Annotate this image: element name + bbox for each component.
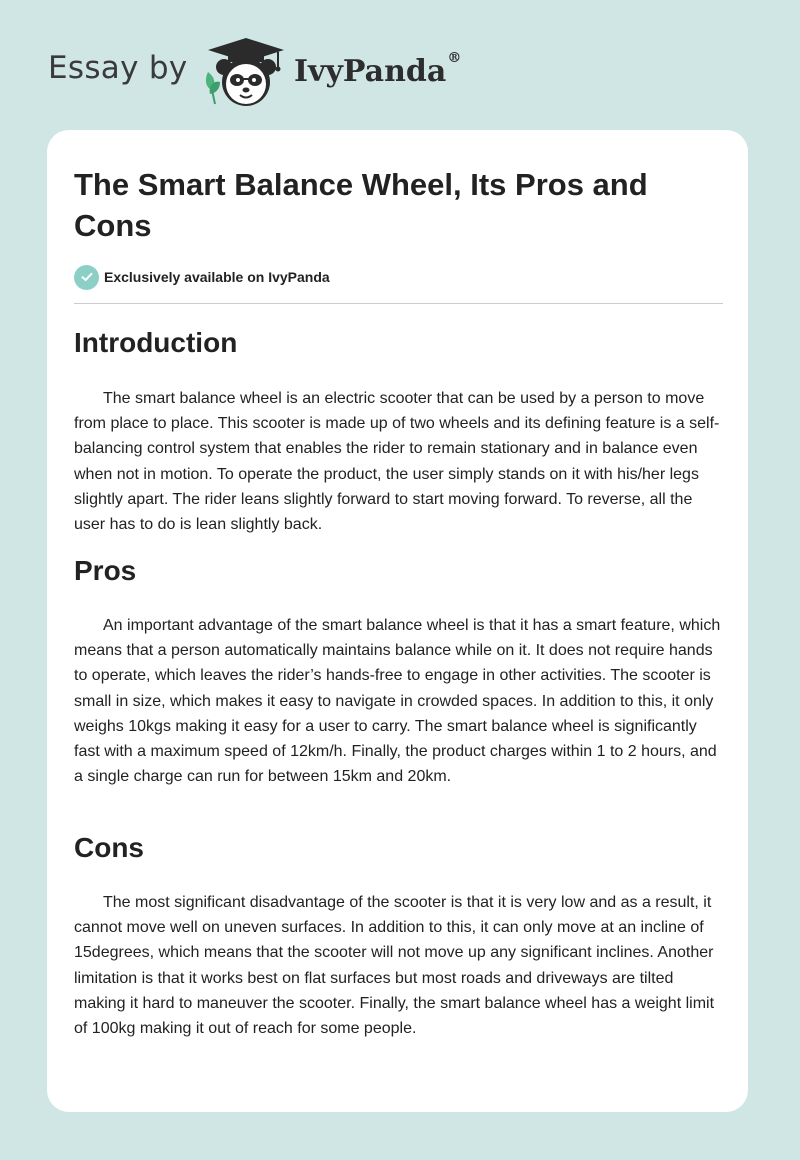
site-header [0,0,800,130]
section-heading-introduction: Introduction [74,327,238,358]
essay-card [47,130,748,1112]
section-body-introduction: The smart balance wheel is an electric scooter that can be used by a person to move from place to place. This scooter is made up of two wheels and its defining feature is a self-balancing control system that enables the rider to remain stationary and in balance even when not in motion. To operate the product, the user simply stands on it with his/her legs slightly apart. The rider leans slightly forward to start moving forward. To reverse, all the user has to do is lean slightly back. [74,390,720,534]
exclusive-badge [74,264,330,290]
section-body-cons: The most significant disadvantage of the scooter is that it is very low and as a result, it cannot move well on uneven surfaces. In addition to this, it can only move at an incline of 15degrees, which means that the scooter will not move up any significant inclines. Another limitation is that it works best on flat surfaces but most roads and driveways are tilted making it hard to maneuver the scooter. Finally, the smart balance wheel has a weight limit of 100kg making it out of reach for some people. [74,894,715,1038]
brand-text: IvyPanda [294,54,447,89]
check-circle-icon [74,265,99,290]
trademark-symbol: ® [447,50,462,66]
section-body-pros: An important advantage of the smart balance wheel is that it has a smart feature, which means that a person automatically maintains balance while on it. It does not require hands to operate, which leaves the rider’s hands-free to engage in other activities. The scooter is small in size, which makes it easy to navigate in crowded spaces. In addition to this, it only weighs 10kgs making it easy for a user to carry. The smart balance wheel is significantly fast with a maximum speed of 12km/h. Finally, the product charges within 1 to 2 hours, and a single charge can run for between 15km and 20km. [74,617,721,786]
panda-graduate-logo-icon[interactable] [200,34,292,110]
section-heading-pros: Pros [74,555,137,586]
page-title: The Smart Balance Wheel, Its Pros and Cons [74,167,648,243]
title-divider [74,303,723,304]
brand-name[interactable] [294,50,462,89]
section-heading-cons: Cons [74,832,144,863]
badge-label: Exclusively available on IvyPanda [104,269,330,285]
essay-by-label: Essay by [48,50,188,86]
